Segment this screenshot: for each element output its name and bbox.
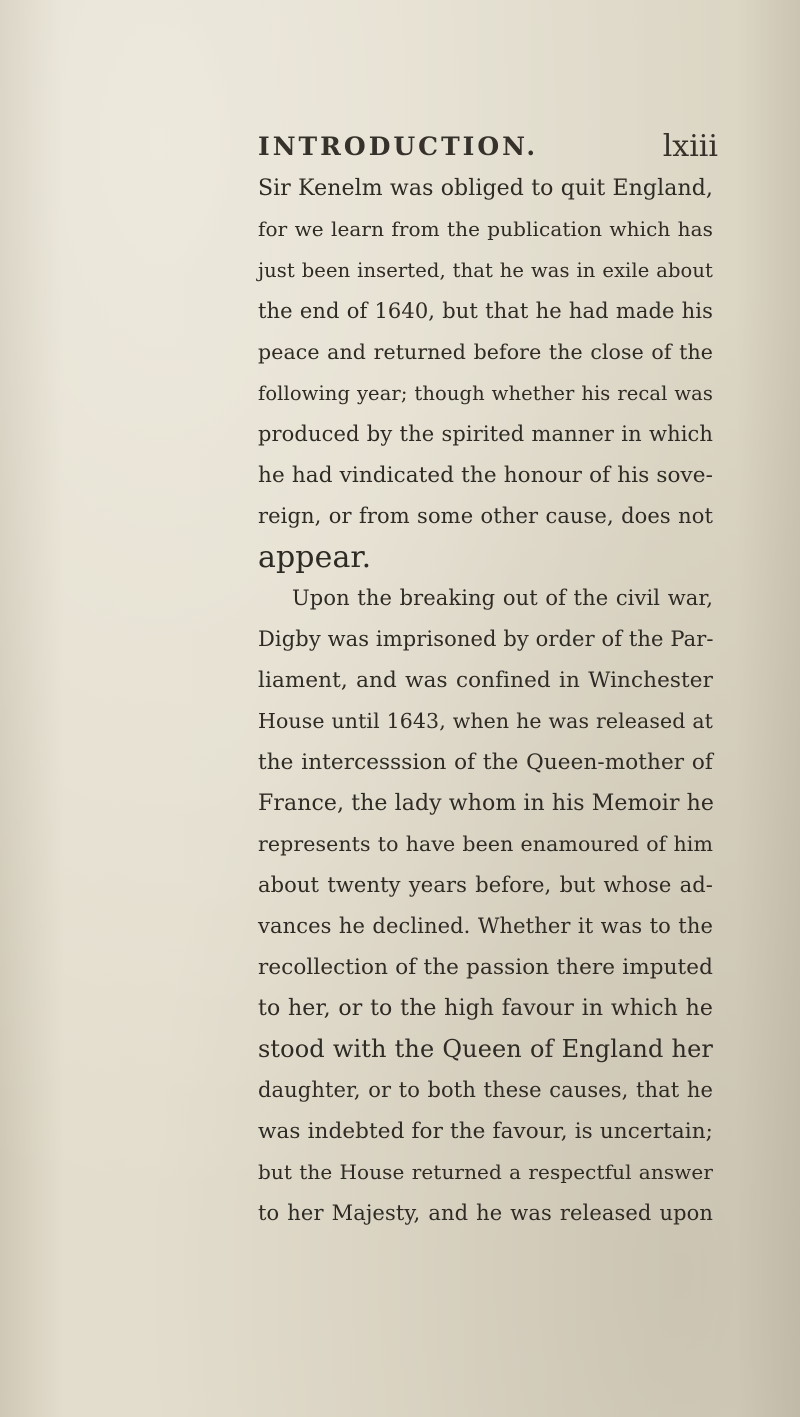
- body-text: [258, 168, 713, 1234]
- text-line: the intercesssion of the Queen-mother of: [258, 750, 713, 775]
- text-line: recollection of the passion there imputed: [258, 955, 713, 980]
- text-line: about twenty years before, but whose ad-: [258, 873, 713, 897]
- text-line: Sir Kenelm was obliged to quit England,: [258, 176, 713, 201]
- text-line: House until 1643, when he was released at: [258, 709, 713, 733]
- text-line: he had vindicated the honour of his sove-: [258, 463, 713, 488]
- text-line: Upon the breaking out of the civil war,: [292, 586, 713, 610]
- text-line: produced by the spirited manner in which: [258, 422, 713, 446]
- text-line: was indebted for the favour, is uncertain;: [258, 1119, 713, 1144]
- text-line: France, the lady whom in his Memoir he: [258, 791, 715, 816]
- text-line: to her, or to the high favour in which he: [258, 996, 713, 1021]
- page-number: lxiii: [662, 129, 718, 164]
- text-line: liament, and was confined in Winchester: [258, 668, 713, 693]
- text-line: vances he declined. Whether it was to the: [258, 914, 713, 938]
- text-line: reign, or from some other cause, does not: [258, 504, 713, 528]
- running-head: INTRODUCTION.: [258, 132, 539, 161]
- text-line: but the House returned a respectful answer: [258, 1160, 713, 1184]
- text-line: the end of 1640, but that he had made his: [258, 299, 713, 323]
- text-line: Digby was imprisoned by order of the Par-: [258, 627, 714, 651]
- text-line: to her Majesty, and he was released upon: [258, 1201, 713, 1225]
- page-header: [258, 129, 718, 172]
- text-line: appear.: [258, 540, 372, 575]
- text-line: for we learn from the publication which has: [258, 217, 713, 241]
- text-line: represents to have been enamoured of him: [258, 832, 713, 856]
- text-line: just been inserted, that he was in exile about: [258, 259, 713, 282]
- text-line: following year; though whether his recal was: [258, 382, 713, 405]
- text-line: daughter, or to both these causes, that he: [258, 1078, 713, 1102]
- text-line: stood with the Queen of England her: [258, 1035, 713, 1063]
- text-line: peace and returned before the close of the: [258, 340, 713, 364]
